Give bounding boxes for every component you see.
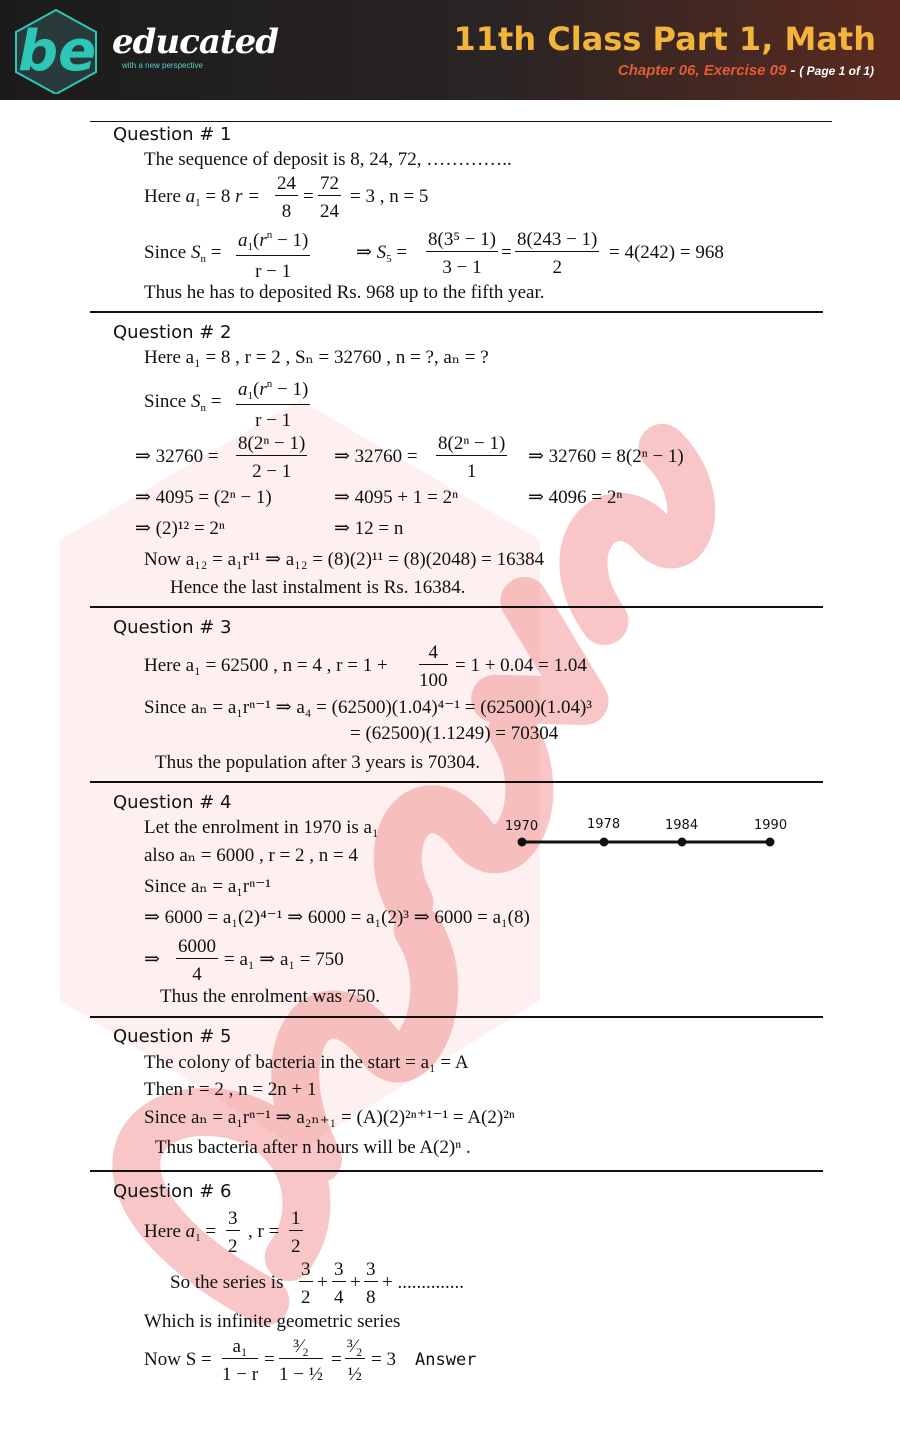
divider-4 <box>90 1016 823 1018</box>
q5-conclusion: Thus bacteria after n hours will be A(2)ⁿ . <box>155 1137 471 1158</box>
q6-s3-num: 3 <box>366 1259 376 1280</box>
q4-frac-num: 6000 <box>178 936 216 957</box>
q3-here: Here a₁ = 62500 , n = 4 , r = 1 + <box>144 655 388 676</box>
q1-f1-den: 8 <box>281 201 292 222</box>
q1-r-label: r = <box>235 186 261 207</box>
q1-implies-arrow: ⇒ <box>356 242 372 263</box>
q6-answer-label: Answer <box>415 1350 477 1370</box>
q1-sn-den: r − 1 <box>255 261 292 282</box>
q3-conclusion: Thus the population after 3 years is 70304. <box>155 752 481 773</box>
q6-r-den: 2 <box>291 1236 301 1257</box>
q2-step-1a: ⇒ 32760 = <box>135 446 219 467</box>
q5-line-3: Since aₙ = a₁rⁿ⁻¹ ⇒ a₂ₙ₊₁ = (A)(2)²ⁿ⁺¹⁻¹ = A(2)²ⁿ <box>144 1107 515 1128</box>
q1-here-label: Here <box>144 186 181 207</box>
page-title: 11th Class Part 1, Math <box>453 20 876 58</box>
q2-r1a-den: 2 − 1 <box>252 461 292 482</box>
timeline-label-1990: 1990 <box>754 818 788 833</box>
q4-line-5: = a₁ ⇒ a₁ = 750 <box>224 949 344 970</box>
q6-a1-den: 2 <box>228 1236 238 1257</box>
q6-series-label: So the series is <box>170 1272 284 1293</box>
q6-sum-num-1: a₁ <box>222 1337 258 1359</box>
q1-implies: ⇒ $S_5$ = <box>356 242 408 265</box>
q2-step-2b: ⇒ 4095 + 1 = 2ⁿ <box>334 487 459 508</box>
q6-dots: + .............. <box>382 1272 464 1293</box>
q1-conclusion: Thus he has to deposited Rs. 968 up to the fifth year. <box>144 282 545 303</box>
q6-s2-num: 3 <box>334 1259 344 1280</box>
q2-step-1c: ⇒ 32760 = 8(2ⁿ − 1) <box>528 446 684 467</box>
q2-step-3a: ⇒ (2)¹² = 2ⁿ <box>135 518 225 539</box>
q2-step-3b: ⇒ 12 = n <box>334 518 404 539</box>
logo-word: educated <box>112 22 278 62</box>
q2-since: Since $S_n$ = <box>144 391 222 414</box>
q2-r1b-num: 8(2ⁿ − 1) <box>438 433 506 454</box>
q1-eq-1: = <box>303 186 314 207</box>
q3-since: Since aₙ = a₁rⁿ⁻¹ ⇒ a₄ = (62500)(1.04)⁴⁻¹ = (62500)(1.04)³ <box>144 697 592 718</box>
q5-line-2: Then r = 2 , n = 2n + 1 <box>144 1079 317 1100</box>
question-1-title: Question # 1 <box>113 124 232 145</box>
q1-s5-fraction-2 <box>515 230 599 277</box>
q2-step-2a: ⇒ 4095 = (2ⁿ − 1) <box>135 487 272 508</box>
chapter-label: Chapter 06, Exercise 09 <box>617 62 787 79</box>
divider-5 <box>90 1170 823 1172</box>
q6-series-term-1 <box>299 1260 313 1307</box>
q1-sn-formula <box>236 230 310 281</box>
q6-sum-result: = 3 <box>371 1349 396 1370</box>
q6-a1-eq: = <box>205 1221 217 1242</box>
q6-now: Now S = <box>144 1349 212 1370</box>
q6-here: Here $a_1$ = <box>144 1221 217 1244</box>
q6-a1-fraction <box>226 1209 240 1256</box>
q6-series-term-2 <box>332 1260 346 1307</box>
q6-sum-fraction-3 <box>345 1337 365 1384</box>
q1-a1-value: = 8 <box>205 186 231 207</box>
q1-ratio-fraction-2 <box>318 174 341 221</box>
q1-since: Since $S_n$ = <box>144 242 222 265</box>
q1-s5-num: 8(3⁵ − 1) <box>428 229 496 250</box>
q6-plus-2: + <box>350 1272 361 1293</box>
q2-now: Now a₁₂ = a₁r¹¹ ⇒ a₁₂ = (8)(2)¹¹ = (8)(2048) = 16384 <box>144 549 545 570</box>
q2-sn-formula <box>236 379 310 430</box>
q1-f2-num: 72 <box>320 173 339 194</box>
q2-sn-num: $a_1(r^n - 1)$ <box>236 379 310 405</box>
q4-line-3: Since aₙ = a₁rⁿ⁻¹ <box>144 876 271 897</box>
q6-sum-num-3: ³⁄₂ <box>347 1336 363 1357</box>
q2-r1b-den: 1 <box>466 461 477 482</box>
q6-sum-eq-1: = <box>264 1349 275 1370</box>
q6-sum-den-3: ½ <box>347 1364 362 1385</box>
q1-line-1: The sequence of deposit is 8, 24, 72, ………….. <box>144 149 512 170</box>
page-indicator: ( Page 1 of 1) <box>799 64 874 78</box>
q1-result: = 4(242) = 968 <box>609 242 724 263</box>
question-2-title: Question # 2 <box>113 322 232 343</box>
q1-since-label: Since <box>144 242 187 263</box>
top-rule <box>90 121 832 122</box>
q1-s5-fraction-1 <box>426 230 498 277</box>
q6-sum-den-2: 1 − ½ <box>279 1364 323 1385</box>
q4-line-1: Let the enrolment in 1970 is a₁ <box>144 817 379 838</box>
q6-s2-den: 4 <box>334 1287 344 1308</box>
divider-2 <box>90 606 823 608</box>
q2-since-label: Since <box>144 391 187 412</box>
q1-here: Here $a_1 = 8$ r = <box>144 186 261 209</box>
q6-r-fraction <box>289 1209 303 1256</box>
q2-r1a-num: 8(2ⁿ − 1) <box>238 433 306 454</box>
question-6-title: Question # 6 <box>113 1181 232 1202</box>
title-dash: - <box>790 62 796 79</box>
q4-conclusion: Thus the enrolment was 750. <box>160 986 381 1007</box>
q6-r-label: , r = <box>248 1221 280 1242</box>
q1-s5-num-2: 8(243 − 1) <box>517 229 598 250</box>
q6-sum-den-1: 1 − r <box>222 1364 259 1385</box>
q6-sum-fraction-2 <box>279 1337 323 1384</box>
q6-plus-1: + <box>317 1272 328 1293</box>
q5-line-1: The colony of bacteria in the start = a₁ = A <box>144 1052 469 1073</box>
q1-s5-den: 3 − 1 <box>442 257 482 278</box>
q2-here: Here a₁ = 8 , r = 2 , Sₙ = 32760 , n = ?, aₙ = ? <box>144 347 489 368</box>
timeline-line-icon <box>510 832 790 852</box>
q3-here-2: = 1 + 0.04 = 1.04 <box>455 655 587 676</box>
q6-sum-num-2: ³⁄₂ <box>279 1337 323 1359</box>
q4-line-5-arrow: ⇒ <box>144 949 160 970</box>
q2-conclusion: Hence the last instalment is Rs. 16384. <box>170 577 466 598</box>
question-5-title: Question # 5 <box>113 1026 232 1047</box>
timeline-label-1970: 1970 <box>505 819 539 834</box>
q6-r-num: 1 <box>291 1208 301 1229</box>
q6-line-3: Which is infinite geometric series <box>144 1311 401 1332</box>
q3-rate-den: 100 <box>419 670 448 691</box>
q1-rest: = 3 , n = 5 <box>350 186 429 207</box>
question-4-title: Question # 4 <box>113 792 232 813</box>
q6-sum-eq-2: = <box>331 1349 342 1370</box>
logo-be-text: be <box>18 19 97 84</box>
q6-a1-num: 3 <box>228 1208 238 1229</box>
timeline-label-1984: 1984 <box>665 818 699 833</box>
q1-eq-2: = <box>501 242 512 263</box>
q2-step-2c: ⇒ 4096 = 2ⁿ <box>528 487 623 508</box>
logo-tagline: with a new perspective <box>122 61 203 70</box>
divider-1 <box>90 311 823 313</box>
q4-fraction <box>176 937 218 984</box>
q1-f2-den: 24 <box>320 201 339 222</box>
q2-step-1b-fraction <box>436 434 507 481</box>
q6-s1-den: 2 <box>301 1287 311 1308</box>
q4-line-2: also aₙ = 6000 , r = 2 , n = 4 <box>144 845 358 866</box>
question-3-title: Question # 3 <box>113 617 232 638</box>
divider-3 <box>90 781 823 783</box>
q1-ratio-fraction-1 <box>275 174 298 221</box>
timeline-label-1978: 1978 <box>587 817 621 832</box>
q3-line-2: = (62500)(1.1249) = 70304 <box>350 723 559 744</box>
q1-sn-num: $a_1(r^n - 1)$ <box>236 230 310 256</box>
q4-line-4: ⇒ 6000 = a₁(2)⁴⁻¹ ⇒ 6000 = a₁(2)³ ⇒ 6000 = a₁(8) <box>144 907 530 928</box>
q1-s5-den-2: 2 <box>552 257 562 278</box>
q3-rate-fraction <box>419 643 448 690</box>
q2-step-1a-fraction <box>236 434 307 481</box>
q2-step-1b: ⇒ 32760 = <box>334 446 418 467</box>
q3-rate-num: 4 <box>419 643 448 665</box>
q6-s1-num: 3 <box>301 1259 311 1280</box>
q2-sn-den: r − 1 <box>255 410 292 431</box>
q6-s3-den: 8 <box>366 1287 376 1308</box>
q6-series-term-3 <box>364 1260 378 1307</box>
q6-sum-fraction-1 <box>222 1337 258 1384</box>
q6-here-label: Here <box>144 1221 181 1242</box>
q1-f1-num: 24 <box>277 173 296 194</box>
q4-frac-den: 4 <box>192 964 202 985</box>
